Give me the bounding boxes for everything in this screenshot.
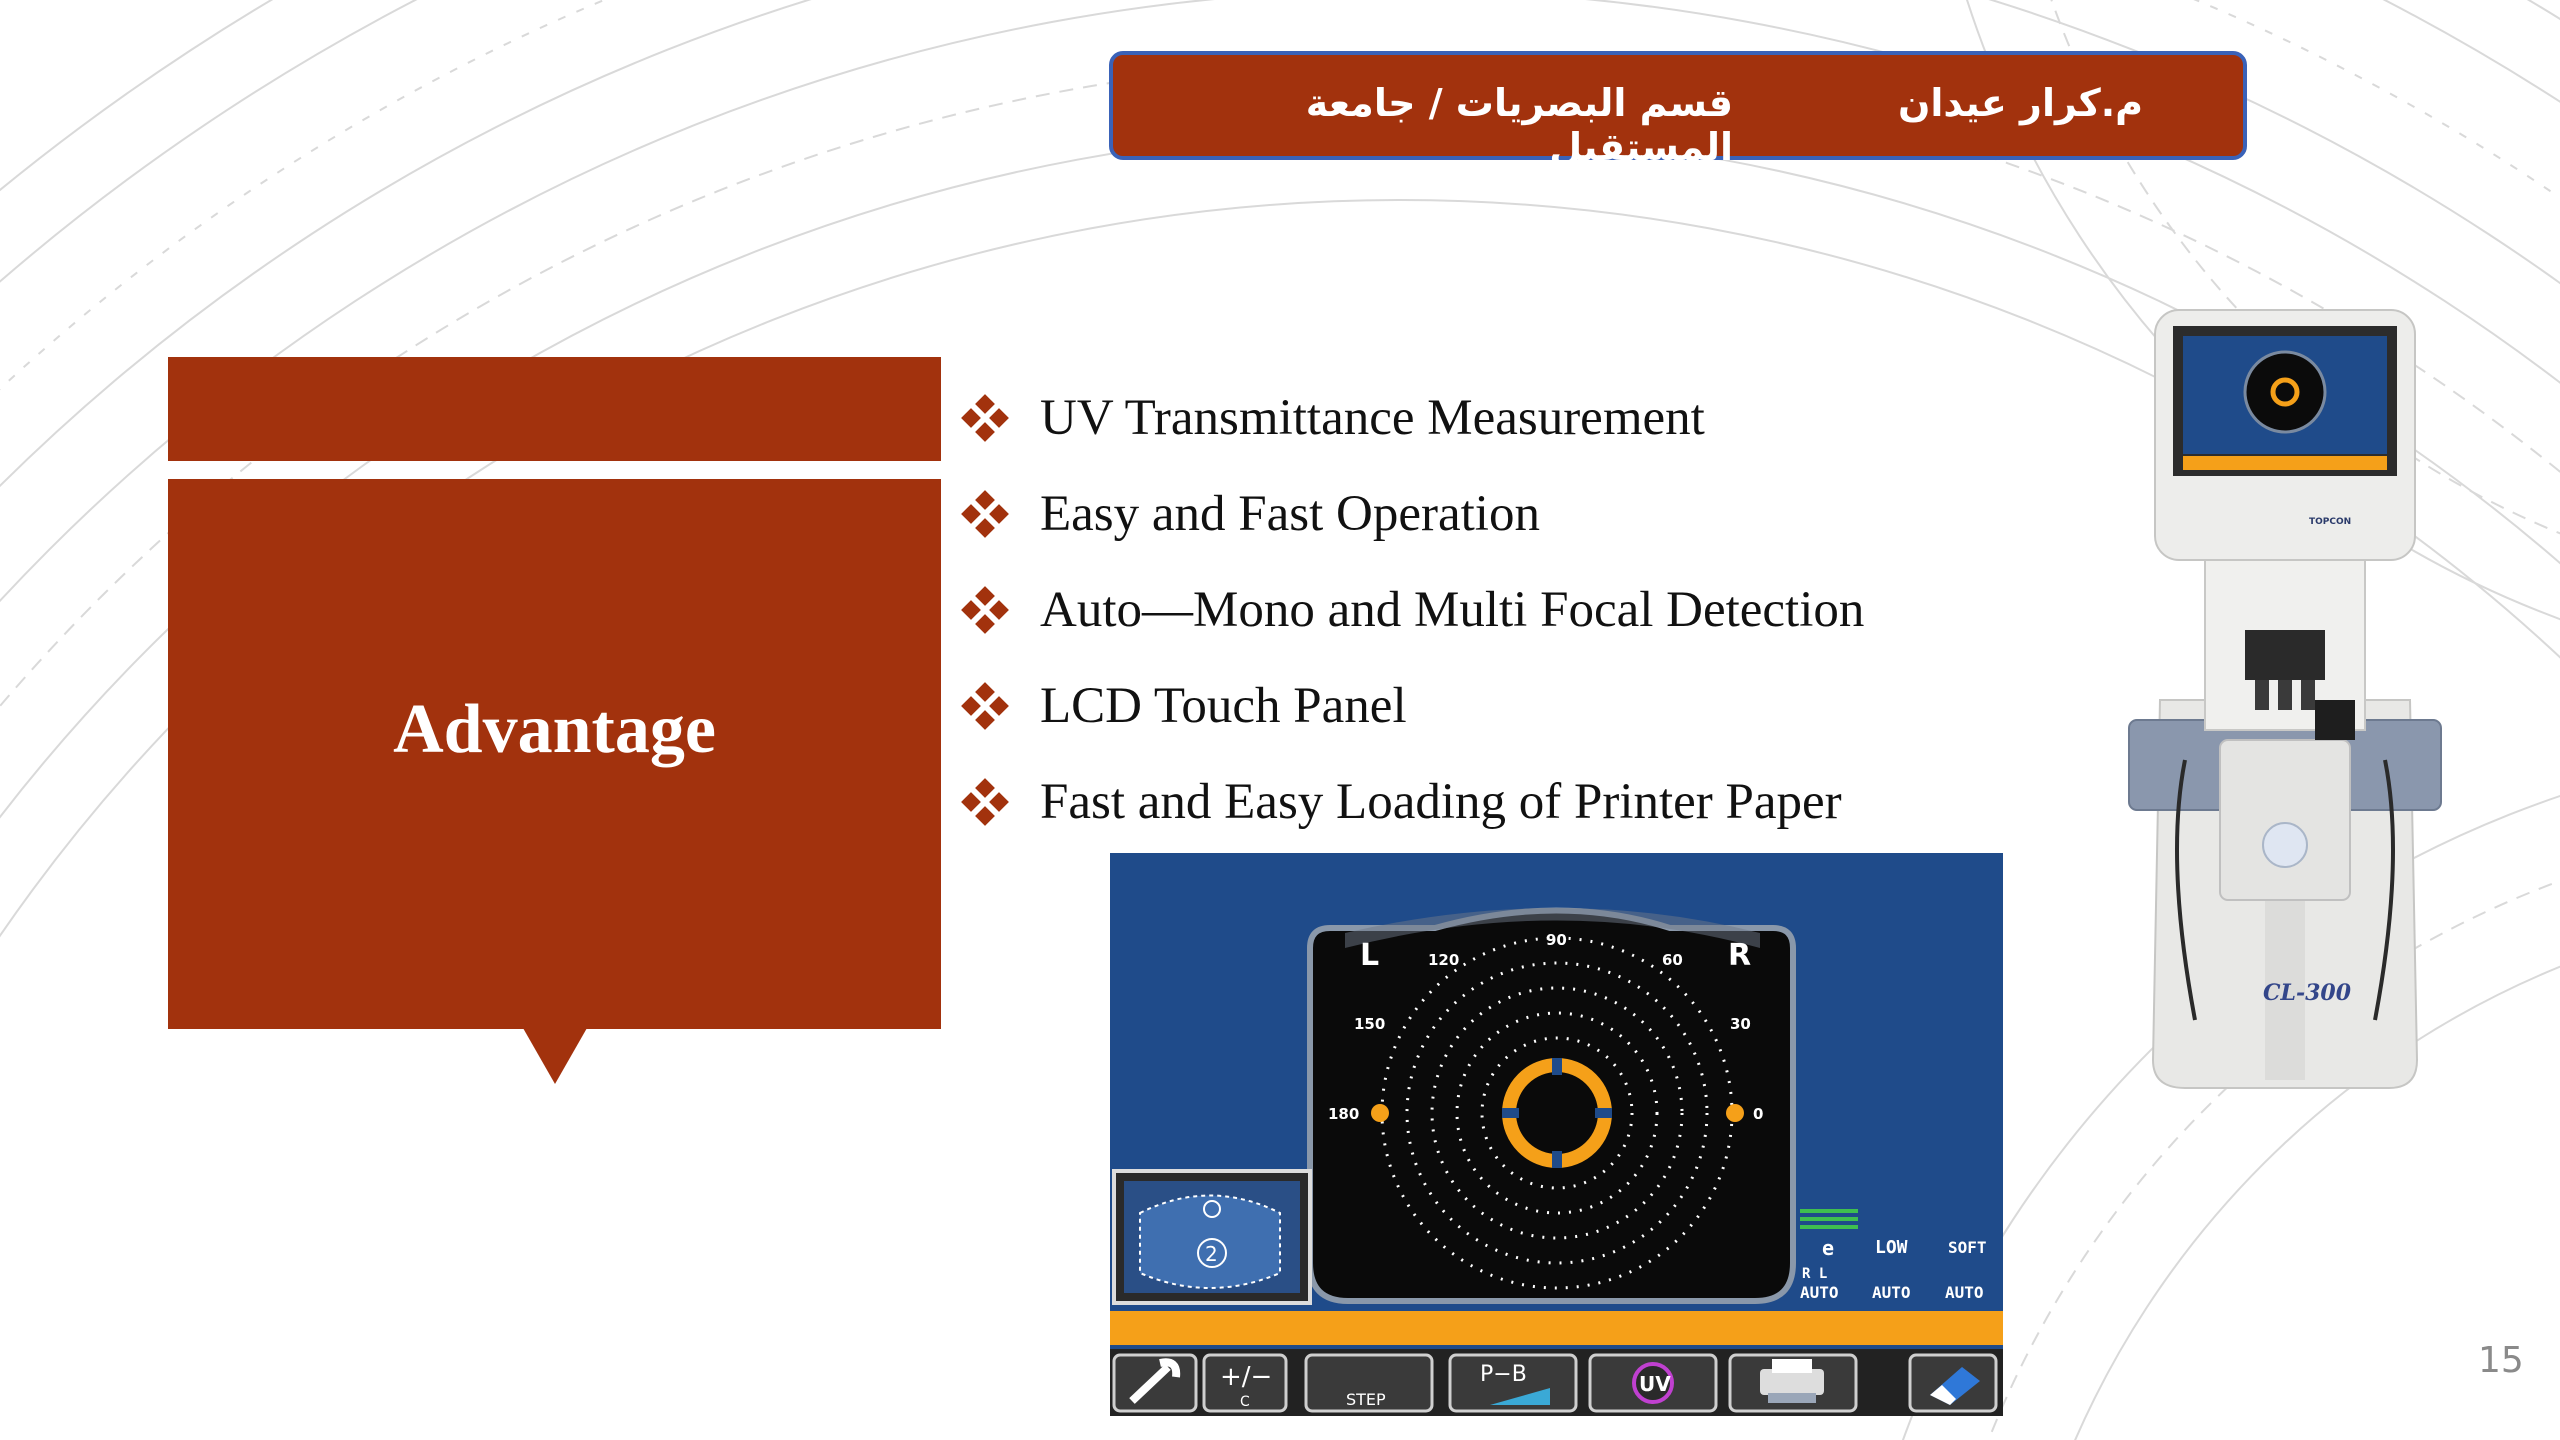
list-item [962, 466, 1864, 562]
angle-label: 90 [1546, 931, 1567, 949]
auto-label: AUTO [1945, 1283, 1984, 1302]
advantages-list [962, 370, 1864, 850]
right-lens-label: R [1728, 938, 1752, 973]
list-item-text: Easy and Fast Operation [1040, 486, 1540, 542]
title-callout [168, 479, 941, 1029]
slide-number: 15 [2478, 1340, 2524, 1381]
header-banner [1109, 51, 2247, 169]
auto-label: AUTO [1800, 1283, 1839, 1302]
angle-label: 150 [1354, 1015, 1386, 1033]
rl-indicator-label: R L [1802, 1266, 1828, 1282]
list-item-text: UV Transmittance Measurement [1040, 390, 1705, 446]
angle-label: 30 [1730, 1015, 1751, 1033]
lensmeter-device-photo [2125, 300, 2445, 1100]
list-item-text: Fast and Easy Loading of Printer Paper [1040, 774, 1842, 830]
low-indicator-label: LOW [1875, 1237, 1908, 1258]
diamond-bullet-icon [962, 683, 1008, 729]
angle-label: 0 [1753, 1105, 1764, 1123]
soft-indicator-label: SOFT [1948, 1238, 1987, 1257]
angle-label: 180 [1328, 1105, 1360, 1123]
step-label: STEP [1346, 1390, 1386, 1409]
lens-number: 2 [1205, 1242, 1218, 1266]
angle-label: 60 [1662, 951, 1683, 969]
slide-title: Advantage [393, 691, 716, 768]
e-indicator-label: e [1822, 1236, 1835, 1260]
diamond-bullet-icon [962, 779, 1008, 825]
list-item-text: Auto—Mono and Multi Focal Detection [1040, 582, 1865, 638]
status-bar [1110, 1311, 2003, 1345]
list-item [962, 754, 1864, 850]
device-brand: TOPCON [2309, 517, 2352, 527]
prism-base-label: P−B [1480, 1362, 1527, 1387]
uv-label: UV [1639, 1372, 1671, 1396]
diamond-bullet-icon [962, 491, 1008, 537]
title-decor-bar [168, 357, 941, 461]
left-lens-label: L [1360, 938, 1380, 973]
instructor-name: م.كرار عيدان [1897, 81, 2143, 125]
list-item [962, 562, 1864, 658]
auto-label: AUTO [1872, 1283, 1911, 1302]
sign-toggle-sub: C [1240, 1394, 1250, 1410]
angle-label: 120 [1428, 951, 1460, 969]
department-name: قسم البصريات / جامعة المستقبل [1305, 81, 1733, 169]
diamond-bullet-icon [962, 395, 1008, 441]
lensmeter-screen-image [1110, 853, 2003, 1416]
callout-pointer [523, 1028, 587, 1084]
diamond-bullet-icon [962, 587, 1008, 633]
list-item [962, 370, 1864, 466]
list-item-text: LCD Touch Panel [1040, 678, 1407, 734]
list-item [962, 658, 1864, 754]
sign-toggle-label: +/− [1220, 1362, 1273, 1392]
device-model: CL-300 [2263, 980, 2352, 1006]
